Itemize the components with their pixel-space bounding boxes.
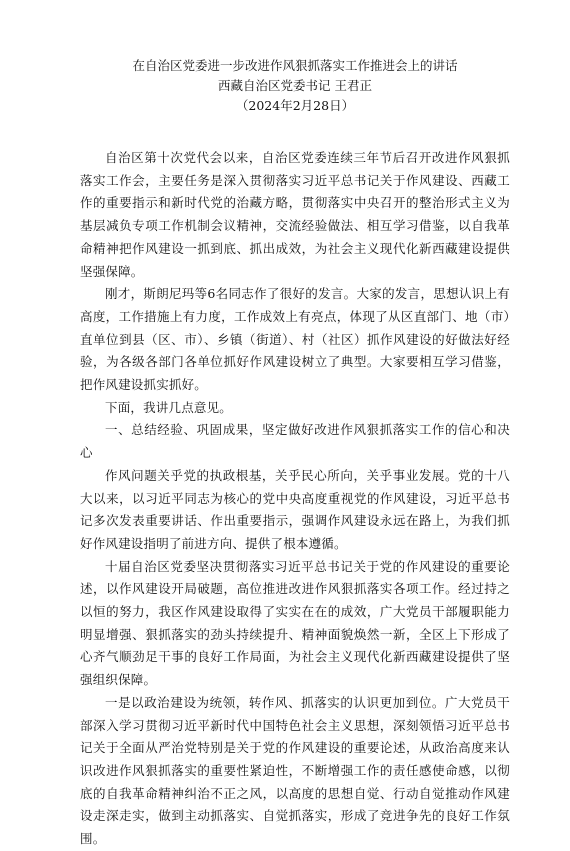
paragraph: 下面，我讲几点意见。 [105, 399, 233, 415]
title-block [80, 56, 510, 116]
document-date: （2024年2月28日） [235, 98, 355, 113]
document-body [80, 147, 510, 851]
document-author: 西藏自治区党委书记 王君正 [218, 78, 372, 93]
paragraph: 自治区第十次党代会以来，自治区党委连续三年节后召开改进作风狠抓落实工作会，主要任务是深入贯彻落实习近平总书记关于作风建设、西藏工作的重要指示和新时代党的治藏方略，贯彻落实中央召开的整治形式主义为基层减负专项工作机制会议精神，交流经验做法、相互学习借鉴，以自我革命精神把作风建设一抓到底、抓出成效，为社会主义现代化新西藏建设提供坚强保障。 [80, 150, 510, 279]
paragraph: 十届自治区党委坚决贯彻落实习近平总书记关于党的作风建设的重要论述，以作风建设开局破题，高位推进改进作风狠抓落实各项工作。经过持之以恒的努力，我区作风建设取得了实实在在的成效，广大党员干部履职能力明显增强、狠抓落实的劲头持续提升、精神面貌焕然一新，全区上下形成了心齐气顺劲足干事的良好工作局面，为社会主义现代化新西藏建设提供了坚强组织保障。 [80, 558, 510, 688]
paragraph: 作风问题关乎党的执政根基，关乎民心所向，关乎事业发展。党的十八大以来，以习近平同志为核心的党中央高度重视党的作风建设，习近平总书记多次发表重要讲话、作出重要指示，强调作风建设永远在路上，为我们抓好作风建设指明了前进方向、提供了根本遵循。 [80, 467, 510, 551]
section-heading: 一、总结经验、巩固成果，坚定做好改进作风狠抓落实工作的信心和决心 [80, 422, 510, 461]
paragraph: 刚才，斯朗尼玛等6名同志作了很好的发言。大家的发言，思想认识上有高度，工作措施上有力度，工作成效上有亮点，体现了从区直部门、地（市）直单位到县（区、市）、乡镇（街道）、村（社区）抓作风建设的好做法好经验，为各级各部门各单位抓好作风建设树立了典型。大家要相互学习借鉴，把作风建设抓实抓好。 [80, 286, 510, 393]
paragraph: 一是以政治建设为统领，转作风、抓落实的认识更加到位。广大党员干部深入学习贯彻习近平新时代中国特色社会主义思想，深刻领悟习近平总书记关于全面从严治党特别是关于党的作风建设的重要论述，从政治高度来认识改进作风狠抓落实的重要性紧迫性，不断增强工作的责任感使命感，以彻底的自我革命精神纠治不正之风，以高度的思想自觉、行动自觉推动作风建设走深走实，做到主动抓落实、自觉抓落实，形成了竞进争先的良好工作氛围。 [80, 694, 510, 847]
document-title: 在自治区党委进一步改进作风狠抓落实工作推进会上的讲话 [132, 58, 458, 73]
